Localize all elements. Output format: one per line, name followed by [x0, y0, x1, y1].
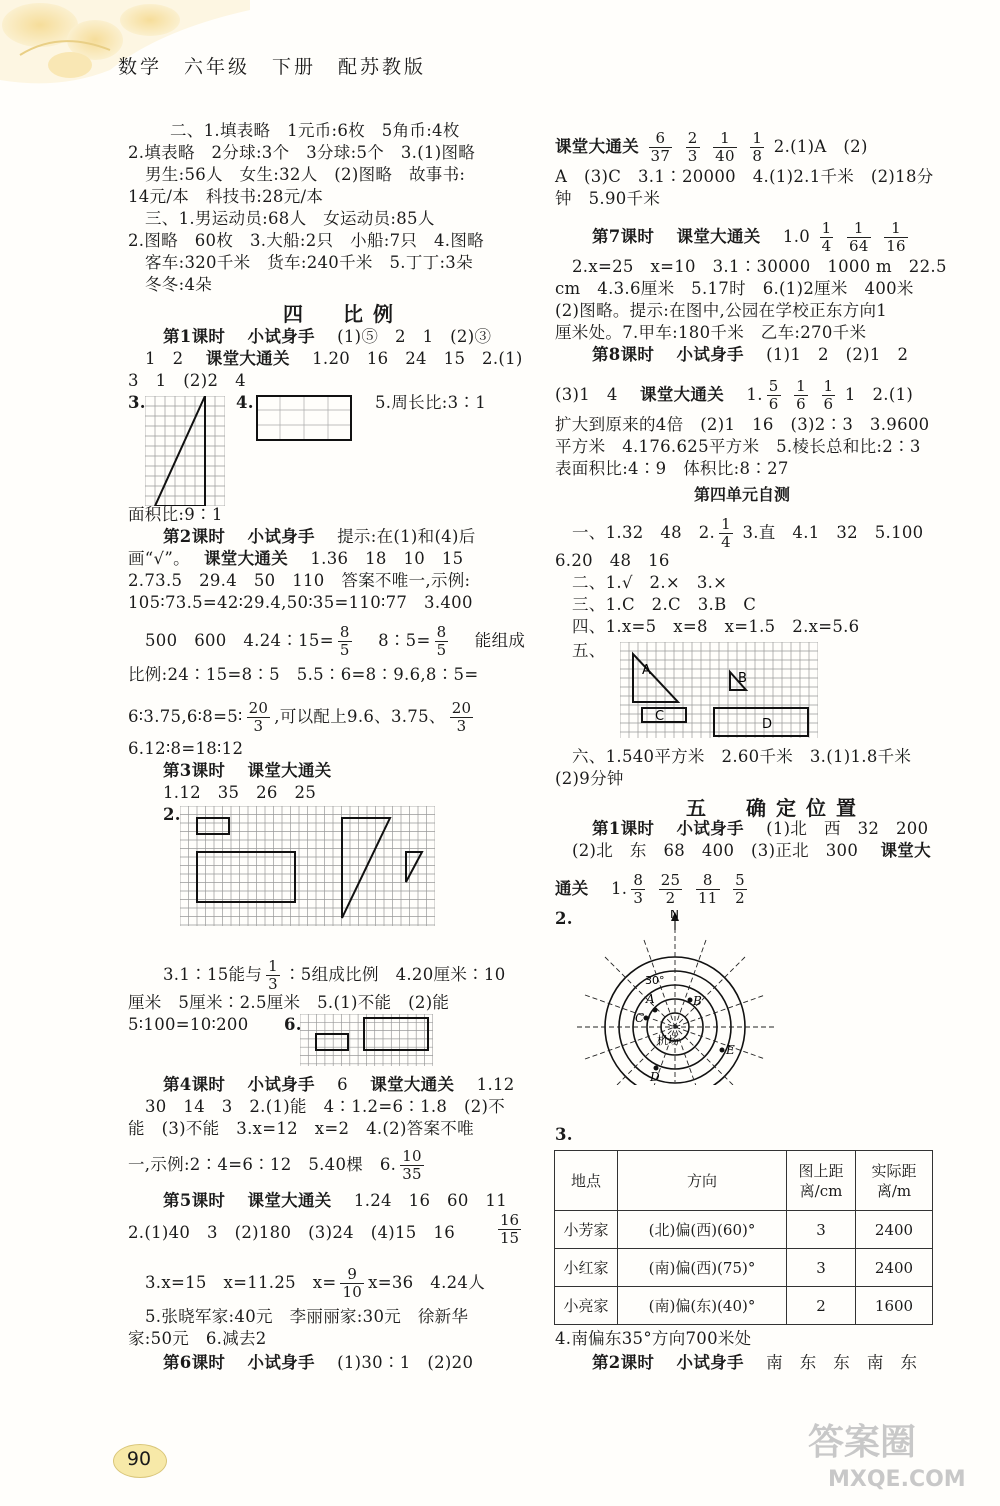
answer-text: 5∶100=10∶200 [128, 1015, 249, 1034]
answer-line: 五、 [572, 641, 606, 660]
answer-line: 家:50元 6.减去2 [128, 1329, 267, 1348]
answer-text: 6 [337, 1075, 348, 1094]
shape-label: A [642, 663, 651, 678]
fraction: $\frac{20}{3}$ [451, 699, 472, 735]
answer-text: (1)1 2 (2)1 2 [766, 345, 909, 364]
answer-text: ∶5组成比例 4.20厘米∶10 [283, 965, 506, 984]
section-label: 课堂大 [880, 841, 931, 860]
answer-line: 2.x=25 x=10 3.1∶30000 1000 m 22.5 [572, 257, 947, 276]
fraction: $\frac{8}{5}$ [436, 623, 447, 659]
answer-text: 1. [746, 385, 763, 404]
section-label: 课堂大通关 [676, 227, 761, 246]
svg-text:MXQE.COM: MXQE.COM [828, 1467, 966, 1492]
answer-text: 1.12 [476, 1075, 515, 1094]
answer-line: 表面积比:4∶9 体积比:8∶27 [555, 459, 789, 478]
question-number: 2. [555, 909, 573, 928]
answer-line: 14元/本 科技书:28元/本 [128, 187, 324, 206]
answer-text: 3.1∶15能与 [163, 965, 263, 984]
fraction: $\frac{5}{2}$ [735, 871, 746, 907]
fraction: $\frac{6}{37}$ [650, 129, 671, 165]
grid-figure-abcd [620, 642, 818, 738]
section-label: 课堂大通关 [370, 1075, 455, 1094]
lesson-label: 第8课时 [592, 345, 655, 364]
angle-label: 30° [645, 974, 665, 987]
answer-line: 扩大到原来的4倍 (2)1 16 (3)2∶3 3.9600 [555, 415, 930, 434]
lesson-label: 第7课时 [592, 227, 655, 246]
answer-line: A (3)C 3.1∶20000 4.(1)2.1千米 (2)18分 [555, 167, 934, 186]
section-label: 小试身手 [247, 1075, 315, 1094]
answer-text: (1)⑤ 2 1 (2)③ [337, 327, 492, 346]
fraction: $\frac{5}{6}$ [768, 377, 779, 413]
answer-line: 二、1.填表略 1元币:6枚 5角币:4枚 [170, 121, 460, 140]
grid-figure-shapes [180, 806, 435, 926]
page-number-badge [113, 1440, 165, 1478]
lesson-label: 第4课时 [163, 1075, 226, 1094]
answer-text: 2.(1)40 3 (2)180 (3)24 (4)15 16 [128, 1223, 456, 1242]
answer-text: 2.(1)A (2) [773, 137, 868, 156]
unit-title: 五 确定位置 [686, 796, 866, 820]
answer-text: 一、1.32 48 2. [572, 523, 716, 542]
answer-text: 能组成 [474, 631, 526, 650]
answer-text: ,可以配上9.6、3.75、 [274, 707, 446, 726]
answer-text: 1.36 18 10 15 [310, 549, 464, 568]
shape-label: D [762, 717, 773, 732]
section-label: 课堂大通关 [204, 549, 288, 568]
fraction: $\frac{8}{5}$ [339, 623, 350, 659]
answer-text: 1.20 16 24 15 2.(1) [312, 349, 523, 368]
answer-line: 105∶73.5=42∶29.4,50∶35=110∶77 3.400 [128, 593, 473, 612]
answer-line: 厘米处。7.甲车:180千米 乙车:270千米 [555, 323, 867, 342]
table-header: 方向 [618, 1151, 787, 1211]
answer-text: 1.24 16 60 11 [353, 1191, 508, 1210]
section-label: 小试身手 [676, 1353, 744, 1372]
watermark-logo [798, 1414, 988, 1494]
unit-title: 四 比例 [283, 302, 403, 326]
table-header: 地点 [555, 1151, 618, 1211]
question-number: 4. [236, 393, 254, 412]
location-table [554, 1150, 933, 1325]
answer-line: 2.73.5 29.4 50 110 答案不唯一,示例: [128, 571, 471, 590]
answer-line: (2)图略。提示:在图中,公园在学校正东方向1 [555, 301, 888, 320]
answer-line: 男生:56人 女生:32人 (2)图略 故事书: [145, 165, 466, 184]
fraction: $\frac{16}{15}$ [500, 1211, 520, 1247]
answer-line: (2)9分钟 [555, 769, 624, 788]
point-label: D [650, 1070, 660, 1084]
answer-text: 1 2.(1) [844, 385, 914, 404]
answer-text: 画“√”。 [128, 549, 182, 568]
north-label: N [670, 910, 679, 921]
section-title: 第四单元自测 [694, 485, 791, 504]
lesson-label: 第5课时 [163, 1191, 226, 1210]
page-header: 数学 六年级 下册 配苏教版 [118, 56, 427, 78]
table-header: 图上距离/cm [787, 1151, 856, 1211]
answer-text: 1 2 [145, 349, 184, 368]
answer-line: 2.填表略 2分球:3个 3分球:5个 3.(1)图略 [128, 143, 476, 162]
table-row: 小红家 (南)偏(西)(75)° 3 2400 [555, 1249, 933, 1287]
answer-line: 三、1.男运动员:68人 女运动员:85人 [145, 209, 435, 228]
section-label: 小试身手 [247, 527, 315, 546]
answer-text: (2)北 东 68 400 (3)正北 300 [572, 841, 859, 860]
point-label: A [646, 992, 655, 1006]
lesson-label: 第2课时 [592, 1353, 655, 1372]
answer-text: 5.周长比:3∶1 [375, 393, 486, 412]
fraction: $\frac{1}{3}$ [268, 957, 278, 993]
lesson-label: 第2课时 [163, 527, 226, 546]
answer-text: (1)北 西 32 200 [766, 819, 929, 838]
lesson-label: 第6课时 [163, 1353, 226, 1372]
lesson-label: 第3课时 [163, 761, 226, 780]
answer-text: 一,示例:2∶4=6∶12 5.40棵 6. [128, 1155, 397, 1174]
section-label: 课堂大通关 [640, 385, 725, 404]
section-label: 课堂大通关 [247, 1191, 332, 1210]
fraction: $\frac{1}{6}$ [796, 377, 806, 413]
fraction: $\frac{1}{40}$ [715, 129, 735, 165]
answer-line: 6.12∶8=18∶12 [128, 739, 244, 758]
point-label: B [693, 994, 702, 1008]
answer-line: 5.张晓军家:40元 李丽丽家:30元 徐新华 [145, 1307, 469, 1326]
shape-label: C [655, 709, 665, 724]
answer-text: 500 600 4.24∶15= [145, 631, 334, 650]
point-label: E [726, 1043, 735, 1057]
answer-line: 平方米 4.176.625平方米 5.棱长总和比:2∶3 [555, 437, 921, 456]
answer-line: 2.图略 60枚 3.大船:2只 小船:7只 4.图略 [128, 231, 484, 250]
answer-text: 1. [610, 879, 628, 898]
answer-line: 能 (3)不能 3.x=12 x=2 4.(2)答案不唯 [128, 1119, 474, 1138]
answer-line: 客车:320千米 货车:240千米 5.丁丁:3朵 [145, 253, 473, 272]
answer-text: (1)30∶1 (2)20 [337, 1353, 474, 1372]
section-label: 小试身手 [247, 327, 315, 346]
section-label: 小试身手 [676, 819, 744, 838]
center-label: 机场 [657, 1034, 679, 1047]
answer-line: 六、1.540平方米 2.60千米 3.(1)1.8千米 [572, 747, 912, 766]
lesson-label: 第1课时 [163, 327, 226, 346]
answer-line: 比例:24∶15=8∶5 5.5∶6=8∶9.6,8∶5= [128, 665, 479, 684]
section-label: 课堂大通关 [555, 137, 639, 156]
fraction: $\frac{1}{4}$ [721, 515, 731, 551]
svg-text:答案圈: 答案圈 [808, 1422, 917, 1463]
fraction: $\frac{1}{64}$ [848, 219, 869, 255]
page-number: 90 [126, 1448, 152, 1470]
table-row: 小亮家 (南)偏(东)(40)° 2 1600 [555, 1287, 933, 1325]
section-label: 小试身手 [247, 1353, 315, 1372]
question-number: 3. [555, 1125, 573, 1144]
answer-line: 面积比:9∶1 [128, 505, 223, 524]
answer-line: cm 4.3.6厘米 5.17时 6.(1)2厘米 400米 [555, 279, 914, 298]
section-label: 通关 [555, 879, 589, 898]
table-header: 实际距离/m [856, 1151, 933, 1211]
fraction: $\frac{1}{6}$ [823, 377, 834, 413]
answer-line: 1.12 35 26 25 [163, 783, 317, 802]
answer-line: 30 14 3 2.(1)能 4∶1.2=6∶1.8 (2)不 [145, 1097, 506, 1116]
shape-label: B [738, 671, 747, 686]
grid-figure-rectangle [256, 395, 352, 441]
fraction: $\frac{20}{3}$ [248, 699, 269, 735]
answer-line: 二、1.√ 2.× 3.× [572, 573, 728, 592]
answer-line: 三、1.C 2.C 3.B C [572, 595, 757, 614]
polar-position-diagram [572, 910, 787, 1085]
question-number: 2. [163, 805, 181, 824]
fraction: $\frac{8}{11}$ [697, 871, 718, 907]
lesson-label: 第1课时 [592, 819, 655, 838]
answer-text: 3.直 4.1 32 5.100 [742, 523, 924, 542]
fraction: $\frac{2}{3}$ [687, 129, 698, 165]
answer-line: 钟 5.90千米 [555, 189, 661, 208]
answer-line: 6.20 48 16 [555, 551, 670, 570]
table-row: 小芳家 (北)偏(西)(60)° 3 2400 [555, 1211, 933, 1249]
fraction: $\frac{9}{10}$ [342, 1265, 363, 1301]
answer-line: 四、1.x=5 x=8 x=1.5 2.x=5.6 [572, 617, 860, 636]
grid-figure-rectangles [300, 1014, 433, 1066]
answer-line: 4.南偏东35°方向700米处 [555, 1329, 752, 1348]
point-label: C [635, 1011, 645, 1025]
answer-text: 8∶5= [378, 631, 431, 650]
fraction: $\frac{1}{8}$ [752, 129, 763, 165]
answer-line: 厘米 5厘米∶2.5厘米 5.(1)不能 (2)能 [128, 993, 450, 1012]
section-label: 课堂大通关 [247, 761, 332, 780]
answer-text: 6∶3.75,6∶8=5∶ [128, 707, 243, 726]
fraction: $\frac{1}{16}$ [886, 219, 906, 255]
answer-text: x=36 4.24人 [368, 1273, 486, 1292]
fraction: $\frac{25}{2}$ [660, 871, 681, 907]
section-label: 小试身手 [676, 345, 744, 364]
fraction: $\frac{10}{35}$ [402, 1147, 422, 1183]
fraction: $\frac{1}{4}$ [821, 219, 832, 255]
question-number: 6. [284, 1015, 302, 1034]
answer-text: 1.0 [782, 227, 811, 246]
question-number: 3. [128, 393, 146, 412]
grid-figure-triangle [145, 396, 225, 506]
answer-text: 南 东 东 南 东 [766, 1353, 918, 1372]
answer-line: 冬冬:4朵 [145, 275, 213, 294]
fraction: $\frac{8}{3}$ [633, 871, 644, 907]
answer-line: 3 1 (2)2 4 [128, 371, 246, 390]
answer-text: 3.x=15 x=11.25 x= [145, 1273, 337, 1292]
answer-text: (3)1 4 [555, 385, 618, 404]
section-label: 课堂大通关 [205, 349, 290, 368]
answer-text: 提示:在(1)和(4)后 [337, 527, 476, 546]
